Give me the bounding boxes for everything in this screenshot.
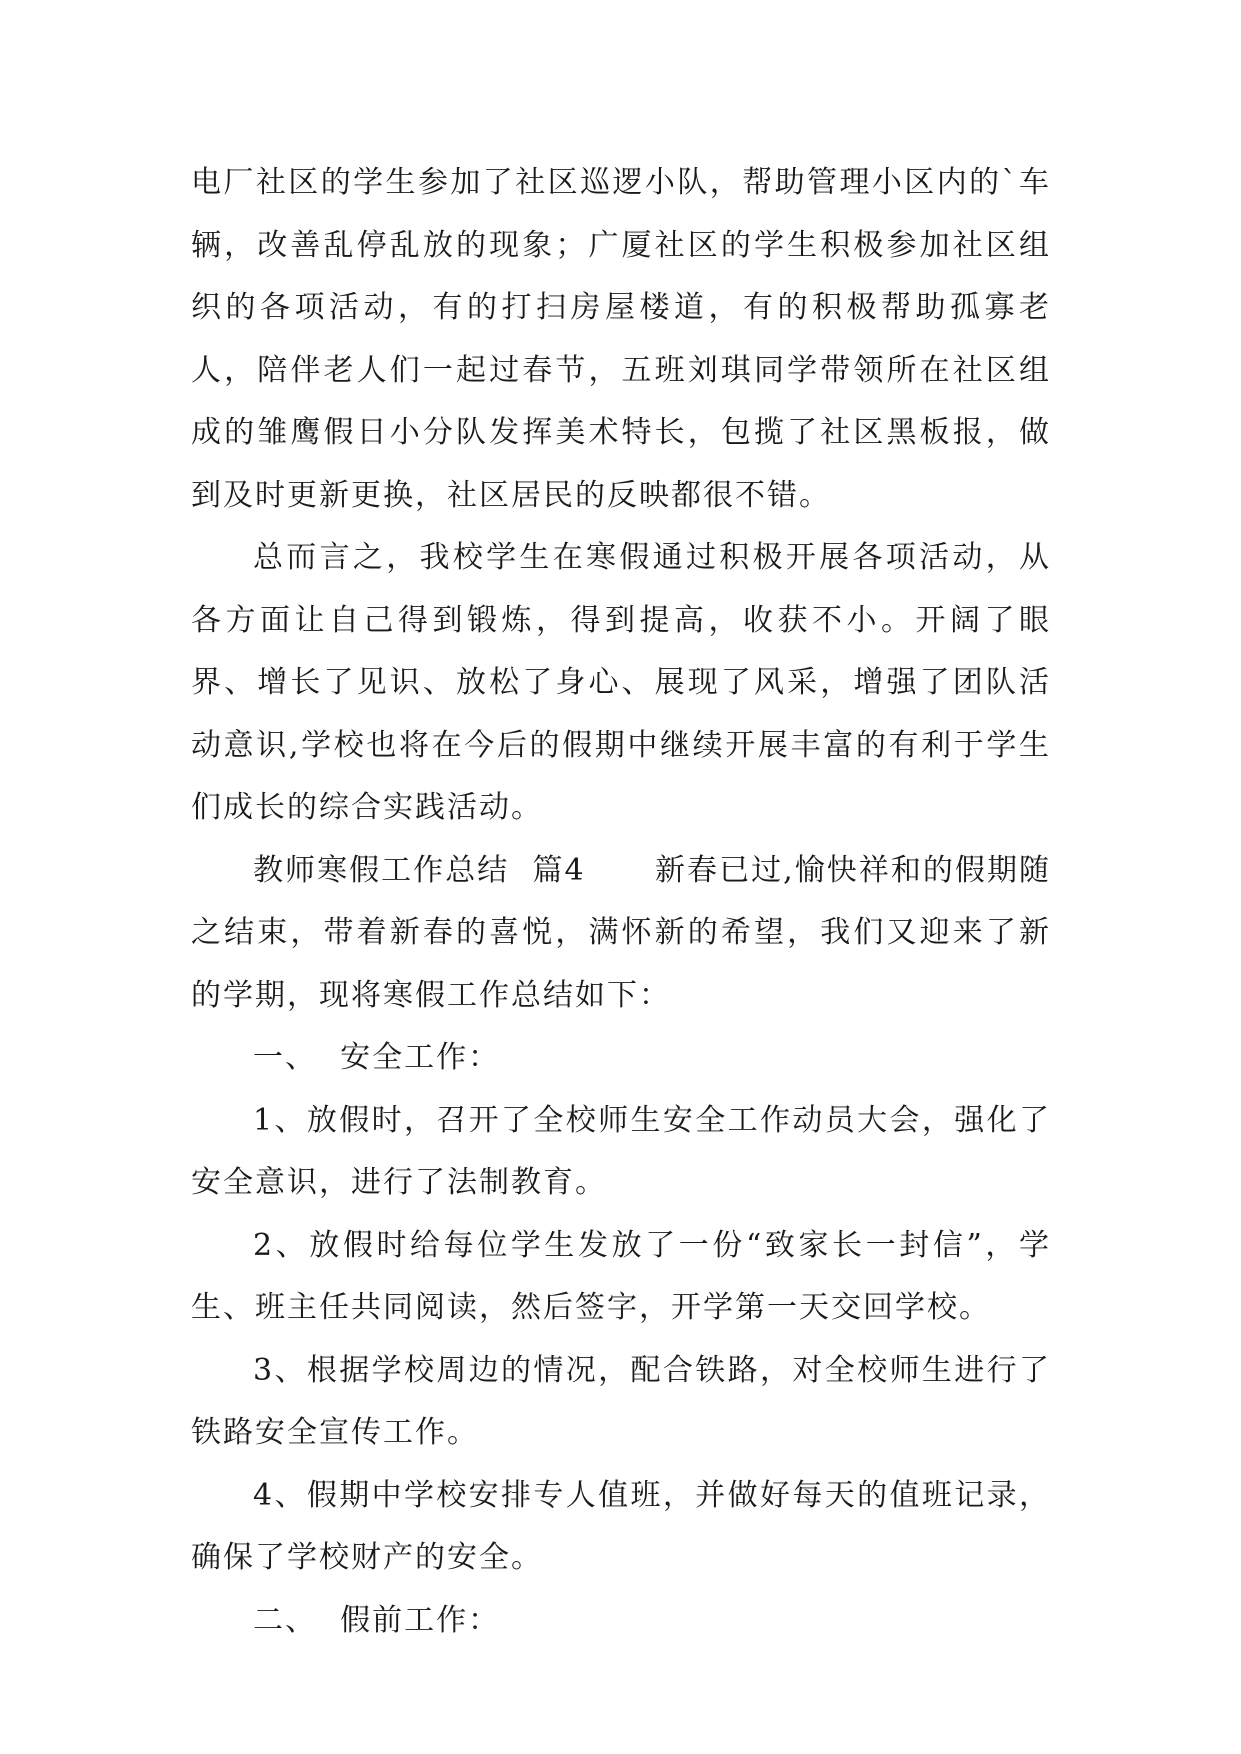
paragraph-section-heading-intro: 教师寒假工作总结 篇4 新春已过,愉快祥和的假期随之结束，带着新春的喜悦，满怀新的希望，我们又迎来了新的学期，现将寒假工作总结如下：: [191, 852, 1051, 1013]
section-heading-pre-holiday: 二、 假前工作：: [253, 1602, 501, 1638]
section-heading-safety: 一、 安全工作：: [253, 1040, 501, 1075]
paragraph-community-activities: 电厂社区的学生参加了社区巡逻小队，帮助管理小区内的`车辆，改善乱停乱放的现象；广厦社区的学生积极参加社区组织的各项活动，有的打扫房屋楼道，有的积极帮助孤寡老人，陪伴老人们一起过春节，五班刘琪同学带领所在社区组成的雏鹰假日小分队发挥美术特长，包揽了社区黑板报，做到及时更新更换，社区居民的反映都很不错。: [191, 165, 1051, 513]
list-item-safety-1: 1、放假时，召开了全校师生安全工作动员大会，强化了安全意识，进行了法制教育。: [191, 1102, 1051, 1200]
list-item-safety-3: 3、根据学校周边的情况，配合铁路，对全校师生进行了铁路安全宣传工作。: [191, 1352, 1051, 1450]
document-body: [191, 152, 1051, 1652]
paragraph-summary: 总而言之，我校学生在寒假通过积极开展各项活动，从各方面让自己得到锻炼，得到提高，收获不小。开阔了眼界、增长了见识、放松了身心、展现了风采，增强了团队活动意识,学校也将在今后的假期中继续开展丰富的有利于学生们成长的综合实践活动。: [191, 540, 1051, 825]
list-item-safety-4: 4、假期中学校安排专人值班，并做好每天的值班记录，确保了学校财产的安全。: [191, 1477, 1051, 1575]
list-item-safety-2: 2、放假时给每位学生发放了一份“致家长一封信”，学生、班主任共同阅读，然后签字，开学第一天交回学校。: [191, 1227, 1051, 1325]
